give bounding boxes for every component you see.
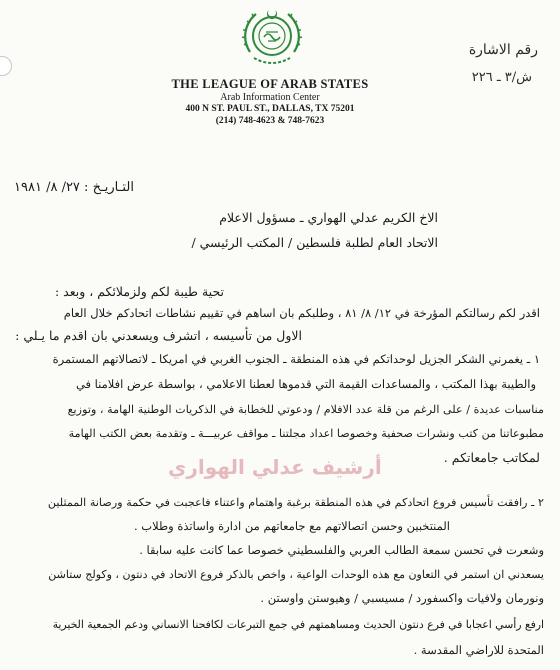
item-2-line-1: ٢ ـ رافقت تأسيس فروع اتحادكم في هذه المنطقة برغبة واهتمام واعتناء فاعجبت في حكمة ورصانة الممثلين (47, 496, 544, 509)
paragraph-1-line-1: اقدر لكم رسالتكم المؤرخة في ١٢/ ٨/ ٨١ ، وطلبكم بان اساهم في تقييم نشاطات اتحادكم خلال العام (63, 306, 540, 320)
item-2-line-6: ارفع رأسي اعجابا في فرع دنتون الحديث ومساهمتهم في جمع التبرعات لكافحنا الانساني ودعم الجمعية الخيرية (52, 618, 544, 631)
item-1-line-2: والطيبة بهذا المكتب ، والمساعدات القيمة التي قدموها لعطنا الاعلامي ، بواسطة عرض افلامنا في (75, 377, 536, 391)
reference-number: ش/٣ ـ ٢٢٦ (471, 70, 532, 85)
letter-date: التـاريـخ : ٢٧/ ٨/ ١٩٨١ (14, 180, 134, 195)
recipient-line-2: الاتحاد العام لطلبة فلسطين / المكتب الرئيسي / (191, 235, 438, 250)
item-2-line-7: المتحدة للاراضي المقدسة . (413, 643, 544, 657)
arab-league-emblem-icon (240, 6, 304, 72)
office-address: 400 N ST. PAUL ST., DALLAS, TX 75201 (185, 104, 355, 114)
greeting: تحية طيبة لكم ولزملائكم ، وبعد : (54, 284, 224, 299)
item-2-line-2: المنتخبين وحسن اتصالاتهم مع جامعاتهم من ادارة واساتذة وطلاب . (133, 519, 450, 533)
reference-label: رقم الاشارة (468, 42, 538, 58)
punch-hole (0, 56, 12, 76)
item-1-line-5: لمكاتب جامعاتكم . (443, 450, 540, 465)
office-phone: (214) 748-4623 & 748-7623 (215, 116, 325, 126)
item-2-line-4: يسعدني ان استمر في التعاون مع هذه الوحدات الواعية ، واخص بالذكر فروع الاتحاد في دنتون ، وكولج ستاشن (48, 568, 544, 581)
recipient-line-1: الاخ الكريم عدلي الهواري ـ مسؤول الاعلام (219, 210, 438, 225)
paragraph-1-line-2: الاول من تأسيسه ، اتشرف ويسعدني بان اقدم ما يـلي : (15, 328, 302, 343)
item-1-line-4: مطبوعاتنا من كتب ونشرات صحفية وخصوصا اعداد مجلتنا ـ مواقف عربيـــة ـ وتقدمة بعض الكتب الهامة (68, 427, 544, 440)
organization-name: THE LEAGUE OF ARAB STATES (171, 77, 369, 91)
item-2-line-3: وشعرت في تحسن سمعة الطالب العربي والفلسطيني خصوصا عما كانت عليه سابقا . (139, 543, 544, 557)
archive-watermark: أرشيف عدلي الهواري (168, 455, 382, 479)
item-1-line-1: ١ ـ يغمرني الشكر الجزيل لوحداتكم في هذه المنطقة ـ الجنوب الغربي في امريكا ـ لاتصالاتهم المستمرة (52, 352, 540, 366)
item-1-line-3: مناسبات عديدة / على الرغم من قلة عدد الافلام / ودعوتي للخطابة في الذكريات الوطنية الهامة ، وتوزيع (67, 403, 544, 416)
office-name: Arab Information Center (220, 92, 320, 103)
item-2-line-5: ونورمان ولافيات واكسفورد / مسيسبي / وهيوستن واوستن . (260, 591, 544, 605)
